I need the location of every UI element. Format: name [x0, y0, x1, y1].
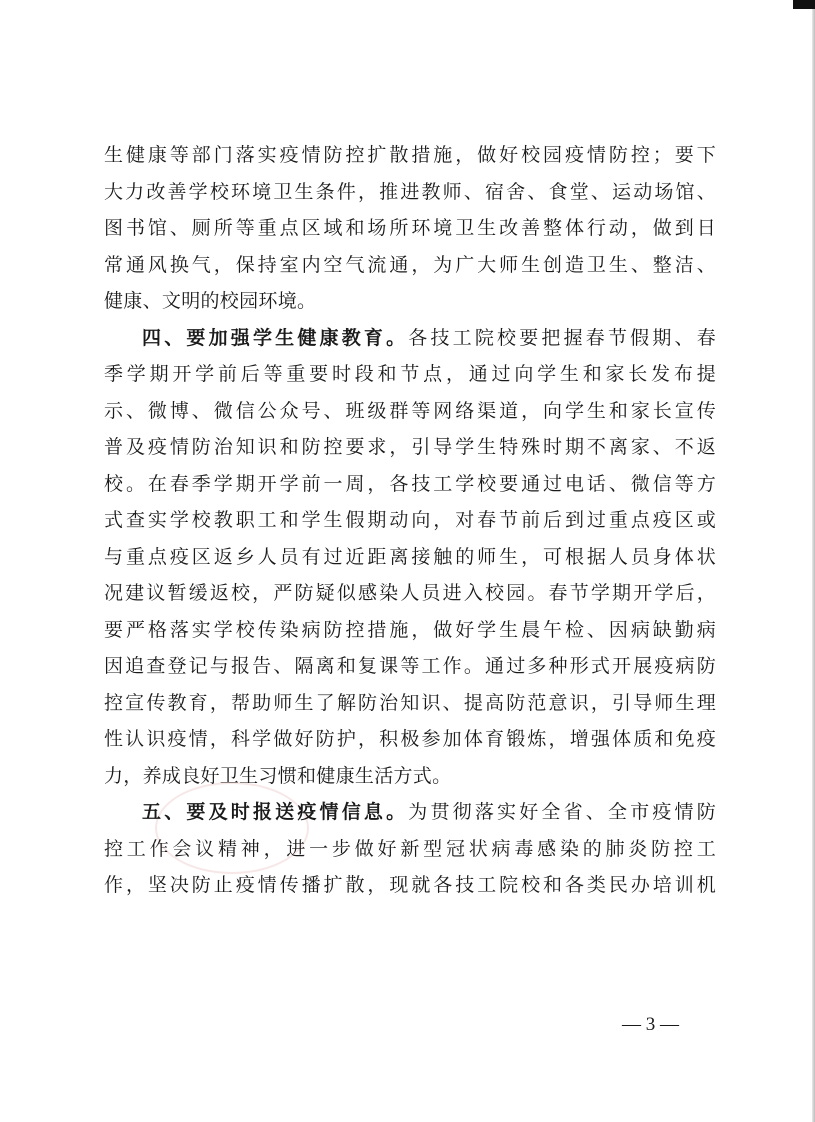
section-heading-5: 五、要及时报送疫情信息。	[142, 801, 409, 823]
text-line: 校。在春季学期开学前一周，各技工学校要通过电话、微信等方	[104, 472, 716, 495]
text-line: 普及疫情防治知识和防控要求，引导学生特殊时期不离家、不返	[104, 436, 716, 458]
paragraph-2	[104, 320, 716, 795]
section-heading-4: 四、要加强学生健康教育。	[142, 326, 409, 349]
document-body	[104, 137, 716, 904]
text-line: 与重点疫区返乡人员有过近距离接触的师生，可根据人员身体状	[104, 545, 716, 568]
text-line: 式查实学校教职工和学生假期动向，对春节前后到过重点疫区或	[104, 509, 716, 531]
paragraph-3	[104, 794, 716, 904]
text-line	[104, 794, 716, 831]
heading-line-rest: 为贯彻落实好全省、全市疫情防	[408, 801, 717, 823]
text-line: 作，坚决防止疫情传播扩散，现就各技工院校和各类民办培训机	[104, 874, 716, 896]
text-line: 控宣传教育，帮助师生了解防治知识、提高防范意识，引导师生理	[104, 691, 716, 714]
text-line: 生健康等部门落实疫情防控扩散措施，做好校园疫情防控；要下	[104, 144, 716, 166]
text-line: 示、微博、微信公众号、班级群等网络渠道，向学生和家长宣传	[104, 399, 716, 422]
text-line: 要严格落实学校传染病防控措施，做好学生晨午检、因病缺勤病	[104, 618, 716, 641]
text-line: 图书馆、厕所等重点区域和场所环境卫生改善整体行动，做到日	[104, 217, 716, 239]
text-line: 大力改善学校环境卫生条件，推进教师、宿舍、食堂、运动场馆、	[104, 180, 716, 203]
text-line: 常通风换气，保持室内空气流通，为广大师生创造卫生、整洁、	[104, 253, 716, 276]
page-number: — 3 —	[622, 1014, 679, 1035]
heading-line-rest: 各技工院校要把握春节假期、春	[408, 326, 717, 349]
paragraph-1	[104, 137, 716, 320]
text-line: 力，养成良好卫生习惯和健康生活方式。	[104, 764, 452, 787]
text-line: 性认识疫情，科学做好防护，积极参加体育锻炼，增强体质和免疫	[104, 728, 716, 750]
text-line	[104, 320, 716, 357]
text-line: 况建议暂缓返校，严防疑似感染人员进入校园。春节学期开学后，	[104, 582, 716, 604]
text-line: 因追查登记与报告、隔离和复课等工作。通过多种形式开展疫病防	[104, 655, 716, 677]
scan-corner-mark	[793, 0, 815, 9]
text-line: 季学期开学前后等重要时段和节点，通过向学生和家长发布提	[104, 363, 716, 385]
text-line: 健康、文明的校园环境。	[104, 290, 317, 312]
text-line: 控工作会议精神，进一步做好新型冠状病毒感染的肺炎防控工	[104, 837, 716, 860]
